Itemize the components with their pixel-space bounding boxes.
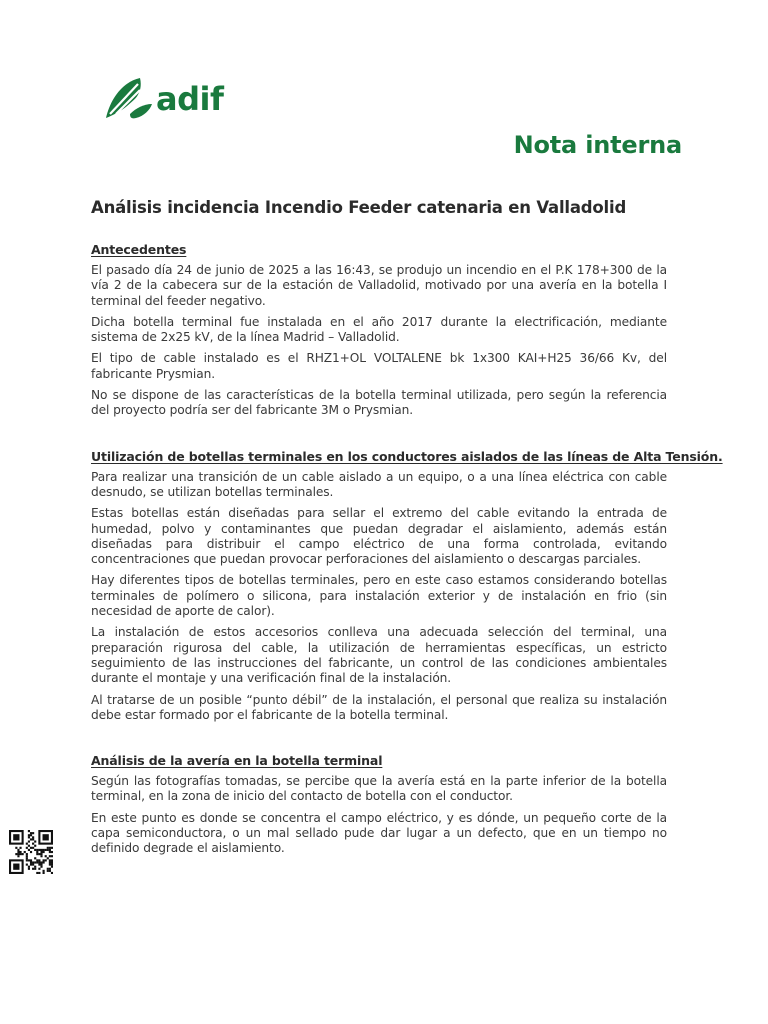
paragraph: Al tratarse de un posible “punto débil” de la instalación, el personal que realiza su instalación debe estar formado por el fabricante de la botella terminal. <box>91 692 667 722</box>
section-utilizacion-botellas <box>91 448 723 723</box>
paragraph: Estas botellas están diseñadas para sellar el extremo del cable evitando la entrada de humedad, polvo y contaminantes que puedan degradar el aislamiento, además están diseñadas para distribuir el campo eléctrico de una forma controlada, evitando concentraciones que puedan provocar perforaciones del aislamiento o descargas parciales. <box>91 506 667 567</box>
paragraph: Para realizar una transición de un cable aislado a un equipo, o a una línea eléctrica con cable desnudo, se utilizan botellas terminales. <box>91 469 667 499</box>
paragraph: Según las fotografías tomadas, se percibe que la avería está en la parte inferior de la botella terminal, en la zona de inicio del contacto de botella con el conductor. <box>91 774 667 804</box>
section-heading: Utilización de botellas terminales en los conductores aislados de las líneas de Alta Tensión. <box>91 448 723 464</box>
section-analisis-averia <box>91 753 667 856</box>
paragraph: El pasado día 24 de junio de 2025 a las 16:43, se produjo un incendio en el P.K 178+300 de la vía 2 de la cabecera sur de la estación de Valladolid, motivado por una avería en la botella I terminal del feeder negativo. <box>91 263 667 308</box>
adif-logo <box>104 74 256 122</box>
paragraph: No se dispone de las características de la botella terminal utilizada, pero según la referencia del proyecto podría ser del fabricante 3M o Prysmian. <box>91 388 667 418</box>
paragraph: El tipo de cable instalado es el RHZ1+OL VOLTALENE bk 1x300 KAI+H25 36/66 Kv, del fabricante Prysmian. <box>91 351 667 381</box>
document-body <box>91 198 723 863</box>
section-heading: Antecedentes <box>91 242 187 257</box>
paragraph: En este punto es donde se concentra el campo eléctrico, y es dónde, un pequeño corte de la capa semiconductora, o un mal sellado pude dar lugar a un defecto, que en un tiempo no definido degrade el aislamiento. <box>91 810 667 856</box>
document-title: Análisis incidencia Incendio Feeder catenaria en Valladolid <box>91 198 627 217</box>
document-type-label: Nota interna <box>513 131 682 159</box>
section-heading: Análisis de la avería en la botella terminal <box>91 753 383 769</box>
section-antecedentes <box>91 242 667 419</box>
paragraph: Hay diferentes tipos de botellas terminales, pero en este caso estamos considerando botellas terminales de polímero o silicona, para instalación exterior y de instalación en frio (sin necesidad de aporte de calor). <box>91 573 667 619</box>
qr-code-icon <box>9 830 53 874</box>
adif-logo-wordmark: adif <box>156 80 224 118</box>
paragraph: La instalación de estos accesorios conlleva una adecuada selección del terminal, una preparación rigurosa del cable, la utilización de herramientas específicas, un estricto seguimiento de las instrucciones del fabricante, un control de las condiciones ambientales durante el montaje y una verificación final de la instalación. <box>91 625 667 686</box>
paragraph: Dicha botella terminal fue instalada en el año 2017 durante la electrificación, mediante sistema de 2x25 kV, de la línea Madrid – Valladolid. <box>91 314 667 345</box>
